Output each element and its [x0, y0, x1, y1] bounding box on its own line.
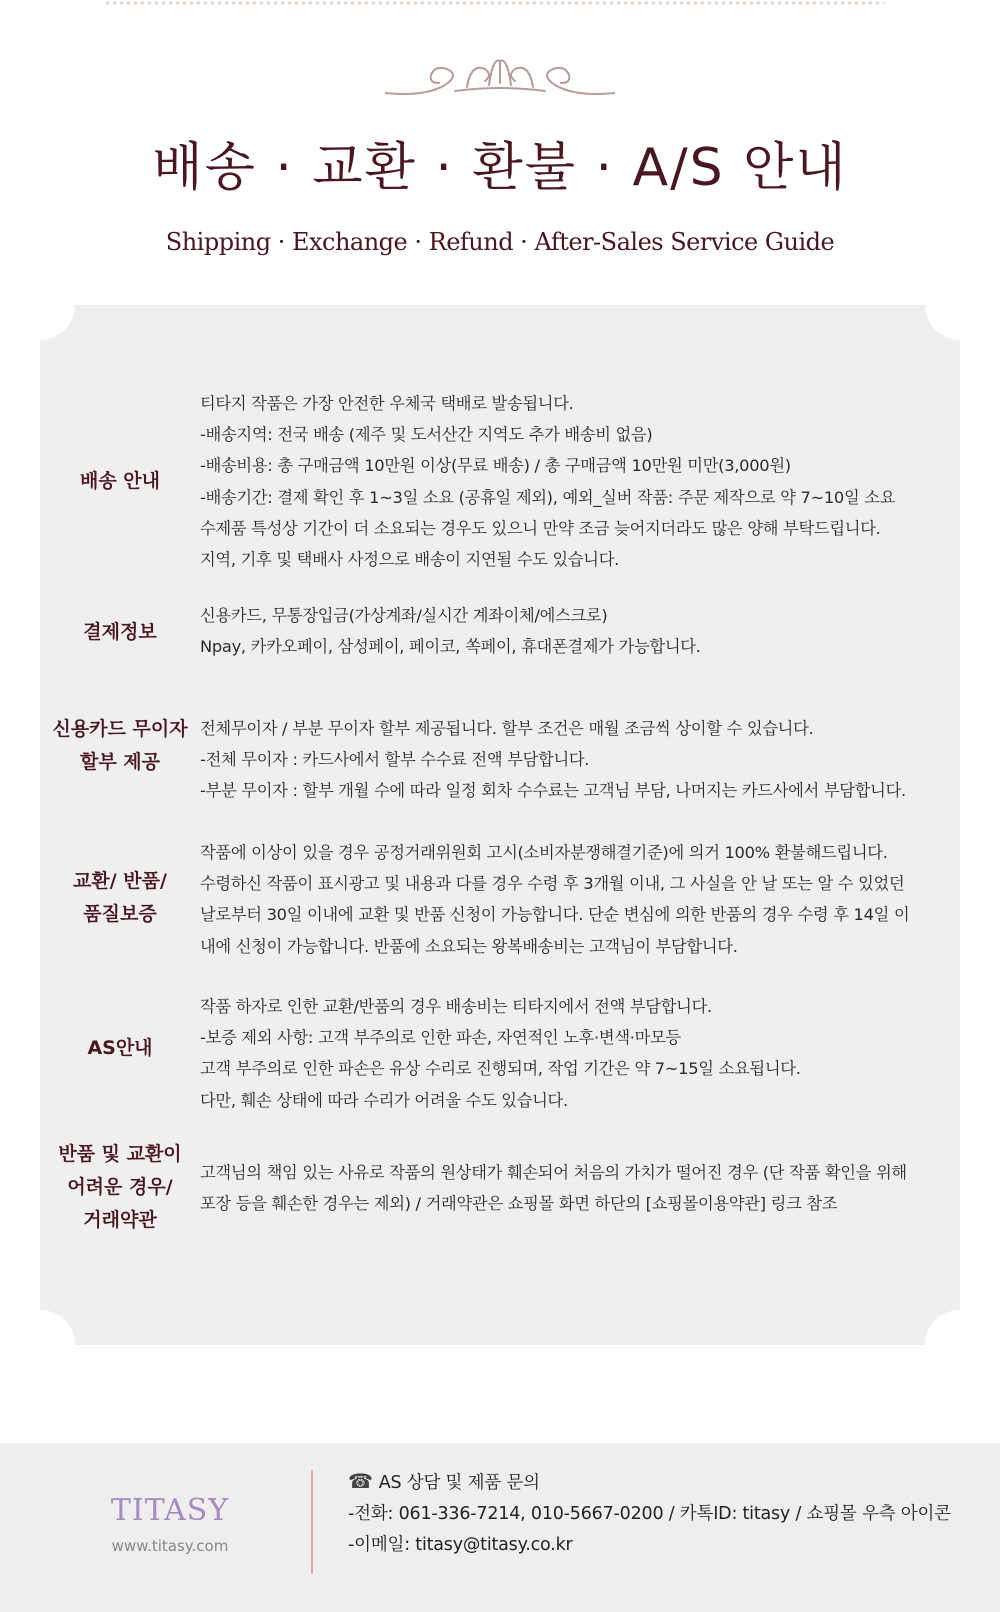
section-text-line: 고객님의 책임 있는 사유로 작품의 원상태가 훼손되어 처음의 가치가 떨어진 경우 (단 작품 확인을 위해	[200, 1163, 907, 1182]
section-text-line: 다만, 훼손 상태에 따라 수리가 어려울 수도 있습니다.	[200, 1090, 568, 1110]
section-label-line: AS안내	[87, 1036, 153, 1059]
section-text-line: -보증 제외 사항: 고객 부주의로 인한 파손, 자연적인 노후·변색·마모등	[200, 1028, 681, 1048]
section-text-line: 신용카드, 무통장입금(가상계좌/실시간 계좌이체/에스크로)	[200, 606, 608, 625]
footer	[0, 1443, 1000, 1612]
section-label-line: 거래약관	[83, 1208, 157, 1231]
website-link[interactable]: www.titasy.com	[111, 1537, 229, 1555]
section-text-line: 날로부터 30일 이내에 교환 및 반품 신청이 가능합니다. 단순 변심에 의한 반품의 경우 수령 후 14일 이	[200, 905, 910, 925]
section-text-line: -배송기간: 결제 확인 후 1~3일 소요 (공휴일 제외), 예외_실버 작품: 주문 제작으로 약 7~10일 소요	[200, 487, 896, 507]
section-label	[40, 1137, 200, 1237]
section-exchange-refund	[40, 837, 960, 963]
section-text-line: -전체 무이자 : 카드사에서 할부 수수료 전액 부담합니다.	[200, 750, 590, 770]
section-label-line: 할부 제공	[79, 751, 161, 773]
section-payment	[40, 600, 960, 664]
section-label	[40, 699, 200, 793]
section-label-line: 어려운 경우/	[67, 1175, 173, 1198]
section-text-line: 지역, 기후 및 택배사 사정으로 배송이 지연될 수도 있습니다.	[200, 550, 620, 570]
section-label	[40, 387, 200, 575]
brand-logo: TITASY	[110, 1493, 230, 1528]
section-label-line: 반품 및 교환이	[58, 1142, 182, 1165]
phone-icon: ☎	[348, 1469, 373, 1493]
section-label	[40, 835, 200, 961]
page-subtitle: Shipping · Exchange · Refund · After-Sales Service Guide	[165, 228, 835, 256]
section-text-line: -배송지역: 전국 배송 (제주 및 도서산간 지역도 추가 배송비 없음)	[200, 425, 653, 445]
section-installment	[40, 713, 960, 807]
section-label	[40, 985, 200, 1111]
section-text-line: Npay, 카카오페이, 삼성페이, 페이코, 쏙페이, 휴대폰결제가 가능합니다.	[200, 637, 701, 657]
page-title: 배송 · 교환 · 환불 · A/S 안내	[152, 138, 848, 198]
section-text-line: 포장 등을 훼손한 경우는 제외) / 거래약관은 쇼핑몰 화면 하단의 [쇼핑몰이용약관] 링크 참조	[200, 1194, 838, 1214]
section-text-line: -배송비용: 총 구매금액 10만원 이상(무료 배송) / 총 구매금액 10만원 미만(3,000원)	[200, 456, 791, 476]
section-text-line: 티타지 작품은 가장 안전한 우체국 택배로 발송됩니다.	[200, 394, 574, 413]
section-after-service	[40, 991, 960, 1117]
section-label-line: 배송 안내	[79, 469, 161, 492]
section-text-line: 작품 하자로 인한 교환/반품의 경우 배송비는 티타지에서 전액 부담합니다.	[200, 997, 712, 1016]
ornament-icon	[385, 55, 615, 105]
section-text-line: 수제품 특성상 기간이 더 소요되는 경우도 있으니 만약 조금 늦어지더라도 많은 양해 부탁드립니다.	[200, 518, 881, 538]
section-text-line: 수령하신 작품이 표시광고 및 내용과 다를 경우 수령 후 3개월 이내, 그 사실을 안 날 또는 알 수 있었던	[200, 874, 905, 894]
section-text-line: 고객 부주의로 인한 파손은 유상 수리로 진행되며, 작업 기간은 약 7~15일 소요됩니다.	[200, 1059, 801, 1079]
section-shipping	[40, 387, 960, 575]
section-label-line: 결제정보	[83, 620, 157, 643]
section-text-line: 작품에 이상이 있을 경우 공정거래위원회 고시(소비자분쟁해결기준)에 의거 100% 환불해드립니다.	[200, 843, 888, 862]
contact-email: -이메일: titasy@titasy.co.kr	[348, 1535, 573, 1555]
contact-title: AS 상담 및 제품 문의	[378, 1473, 540, 1493]
contact-phone: -전화: 061-336-7214, 010-5667-0200 / 카톡ID: titasy / 쇼핑몰 우측 아이콘	[348, 1504, 951, 1524]
top-dotted-border	[104, 0, 884, 6]
section-label-line: 품질보증	[83, 903, 157, 925]
contact-info	[348, 1466, 988, 1561]
info-card	[40, 305, 960, 1345]
section-label-line: 신용카드 무이자	[52, 718, 188, 740]
footer-divider	[311, 1470, 313, 1574]
section-text-line: 내에 신청이 가능합니다. 반품에 소요되는 왕복배송비는 고객님이 부담합니다.	[200, 936, 738, 956]
section-label	[40, 600, 200, 664]
section-label-line: 교환/ 반품/	[73, 870, 167, 892]
section-text-line: -부분 무이자 : 할부 개월 수에 따라 일정 회차 수수료는 고객님 부담, 나머지는 카드사에서 부담합니다.	[200, 781, 906, 801]
section-terms	[40, 1139, 960, 1239]
section-text-line: 전체무이자 / 부분 무이자 할부 제공됩니다. 할부 조건은 매월 조금씩 상이할 수 있습니다.	[200, 719, 814, 738]
